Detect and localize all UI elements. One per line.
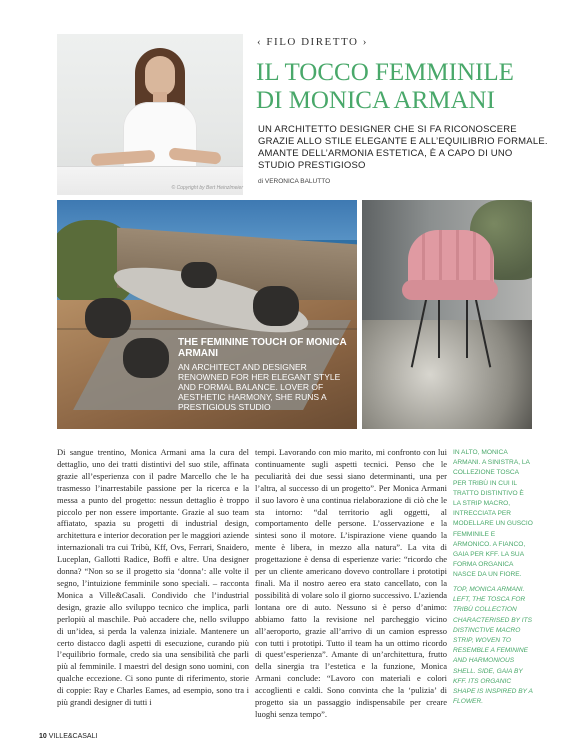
pink-chair-photo bbox=[362, 200, 532, 429]
body-text-column-2: tempi. Lavorando con mio marito, mi confronto con lui continuamente sugli aspetti tecnici. Penso che le peculiarità dei due sessi siano determinanti, una per l’altra, al successo di un progetto”. Per Monica Armani il suo lavoro è una continua rielaborazione di ciò che le sta intorno: “dal territorio agli oggetti, al comportamento delle persone. L’osservazione e la sintesi sono il motore. L’ispirazione viene quando la mente è libera, in mezzo alla natura”. La vita di progettazione è densa di esperienze varie: “ricordo che per un cliente americano dovevo controllare i prototipi finali. Ma il nostro aereo era stato cancellato, con la possibilità di volare solo il giorno successivo. L’azienda lontana ore di auto. Nessuno si è perso d’animo: abbiamo fatto la revisione nel parcheggio vicino all’aeroporto, grazie all’arrivo di un camion espresso con tutti i prototipi. Tutto il team ha un ottimo ricordo di quest’esperienza”. Amante di un’architettura, frutto della sinergia tra l’estetica e la funzione, Monica Armani conclude: “Lavoro con materiali e colori accoglienti e caldi. Sono convinta che la ‘pulizia’ di progetto sia un passaggio indispensabile per creare luoghi senza tempo”. bbox=[255, 447, 447, 719]
page-number: 10 bbox=[39, 733, 47, 740]
article-title-line1: IL TOCCO FEMMINILE bbox=[256, 59, 514, 86]
byline: di VERONICA BALUTTO bbox=[258, 178, 331, 185]
page-footer bbox=[39, 733, 97, 740]
overlay-headline: THE FEMININE TOUCH OF MONICA ARMANI bbox=[178, 337, 347, 359]
article-title-line2: DI MONICA ARMANI bbox=[256, 87, 495, 114]
section-kicker: ‹ FILO DIRETTO › bbox=[257, 36, 368, 48]
body-text-column-1: Di sangue trentino, Monica Armani ama la cura del dettaglio, uno dei tratti distintivi del suo stile, affinata grazie all’esperienza con il padre Marcello che le ha trasmesso l’inarrestabile passione per la ricerca e la messa a punto del progetto: nessun dettaglio è troppo piccolo per non essere importante. Grazie al suo team affiatato, spazia su progetti di industrial design, architettura e interior decoration per le maggiori aziende internazionali tra cui Tribù, Kff, Ovs, Ferrari, Snaidero, Luceplan, Gallotti Radice, Boffi e altre. Una designer donna? “Non so se il progetto sia ‘donna’: alle volte il segno, l’intuizione femminile sono speciali. – racconta Monica a Ville&Casali. Condivido che l’industrial design, grazie allo sviluppo tecnico che implica, parli perlopiù al maschile. Può accadere che, nello sviluppo di un’idea, si perda la valenza iniziale. Mantenere un certo distacco dagli aspetti di esecuzione, curando più l’equilibrio formale, credo sia una sensibilità che parli più al femminile. I maestri del design sono uomini, con qualche eccezione. Ci sono punte di riferimento, storie di coppie: Ray e Charles Eames, ad esempio, sono tra i più grandi designer di tutti i bbox=[57, 447, 249, 708]
magazine-name: VILLE&CASALI bbox=[48, 733, 98, 740]
photo-credit: © Copyright by Bert Heinzlmeier bbox=[171, 185, 243, 191]
caption-italian: IN ALTO, MONICA ARMANI. A SINISTRA, LA COLLEZIONE TOSCA PER TRIBÙ IN CUI IL TRATTO DISTINTIVO È LA STRIP MACRO, INTRECCIATA PER MODELLARE UN GUSCIO FEMMINILE E ARMONICO. A FIANCO, GAIA PER KFF. LA SUA FORMA ORGANICA NASCE DA UN FIORE. bbox=[453, 449, 533, 579]
portrait-photo bbox=[57, 34, 243, 195]
overlay-body: AN ARCHITECT AND DESIGNER RENOWNED FOR HER ELEGANT STYLE AND FORMAL BALANCE. LOVER OF AESTHETIC HARMONY, SHE RUNS A PRESTIGIOUS STUDIO bbox=[178, 362, 341, 412]
article-deck: UN ARCHITETTO DESIGNER CHE SI FA RICONOSCERE GRAZIE ALLO STILE ELEGANTE E ALL’EQUILIBRIO FORMALE. AMANTE DELL’ARMONIA ESTETICA, È A CAPO DI UNO STUDIO PRESTIGIOSO bbox=[258, 124, 548, 171]
english-overlay-caption bbox=[178, 337, 354, 412]
caption-english: TOP, MONICA ARMANI. LEFT, THE TOSCA FOR TRIBÙ COLLECTION CHARACTERISED BY ITS DISTINCTIVE MACRO STRIP, WOVEN TO RESEMBLE A FEMININE AND HARMONIOUS SHELL. SIDE, GAIA BY KFF. ITS ORGANIC SHAPE IS INSPIRED BY A FLOWER. bbox=[453, 586, 533, 706]
